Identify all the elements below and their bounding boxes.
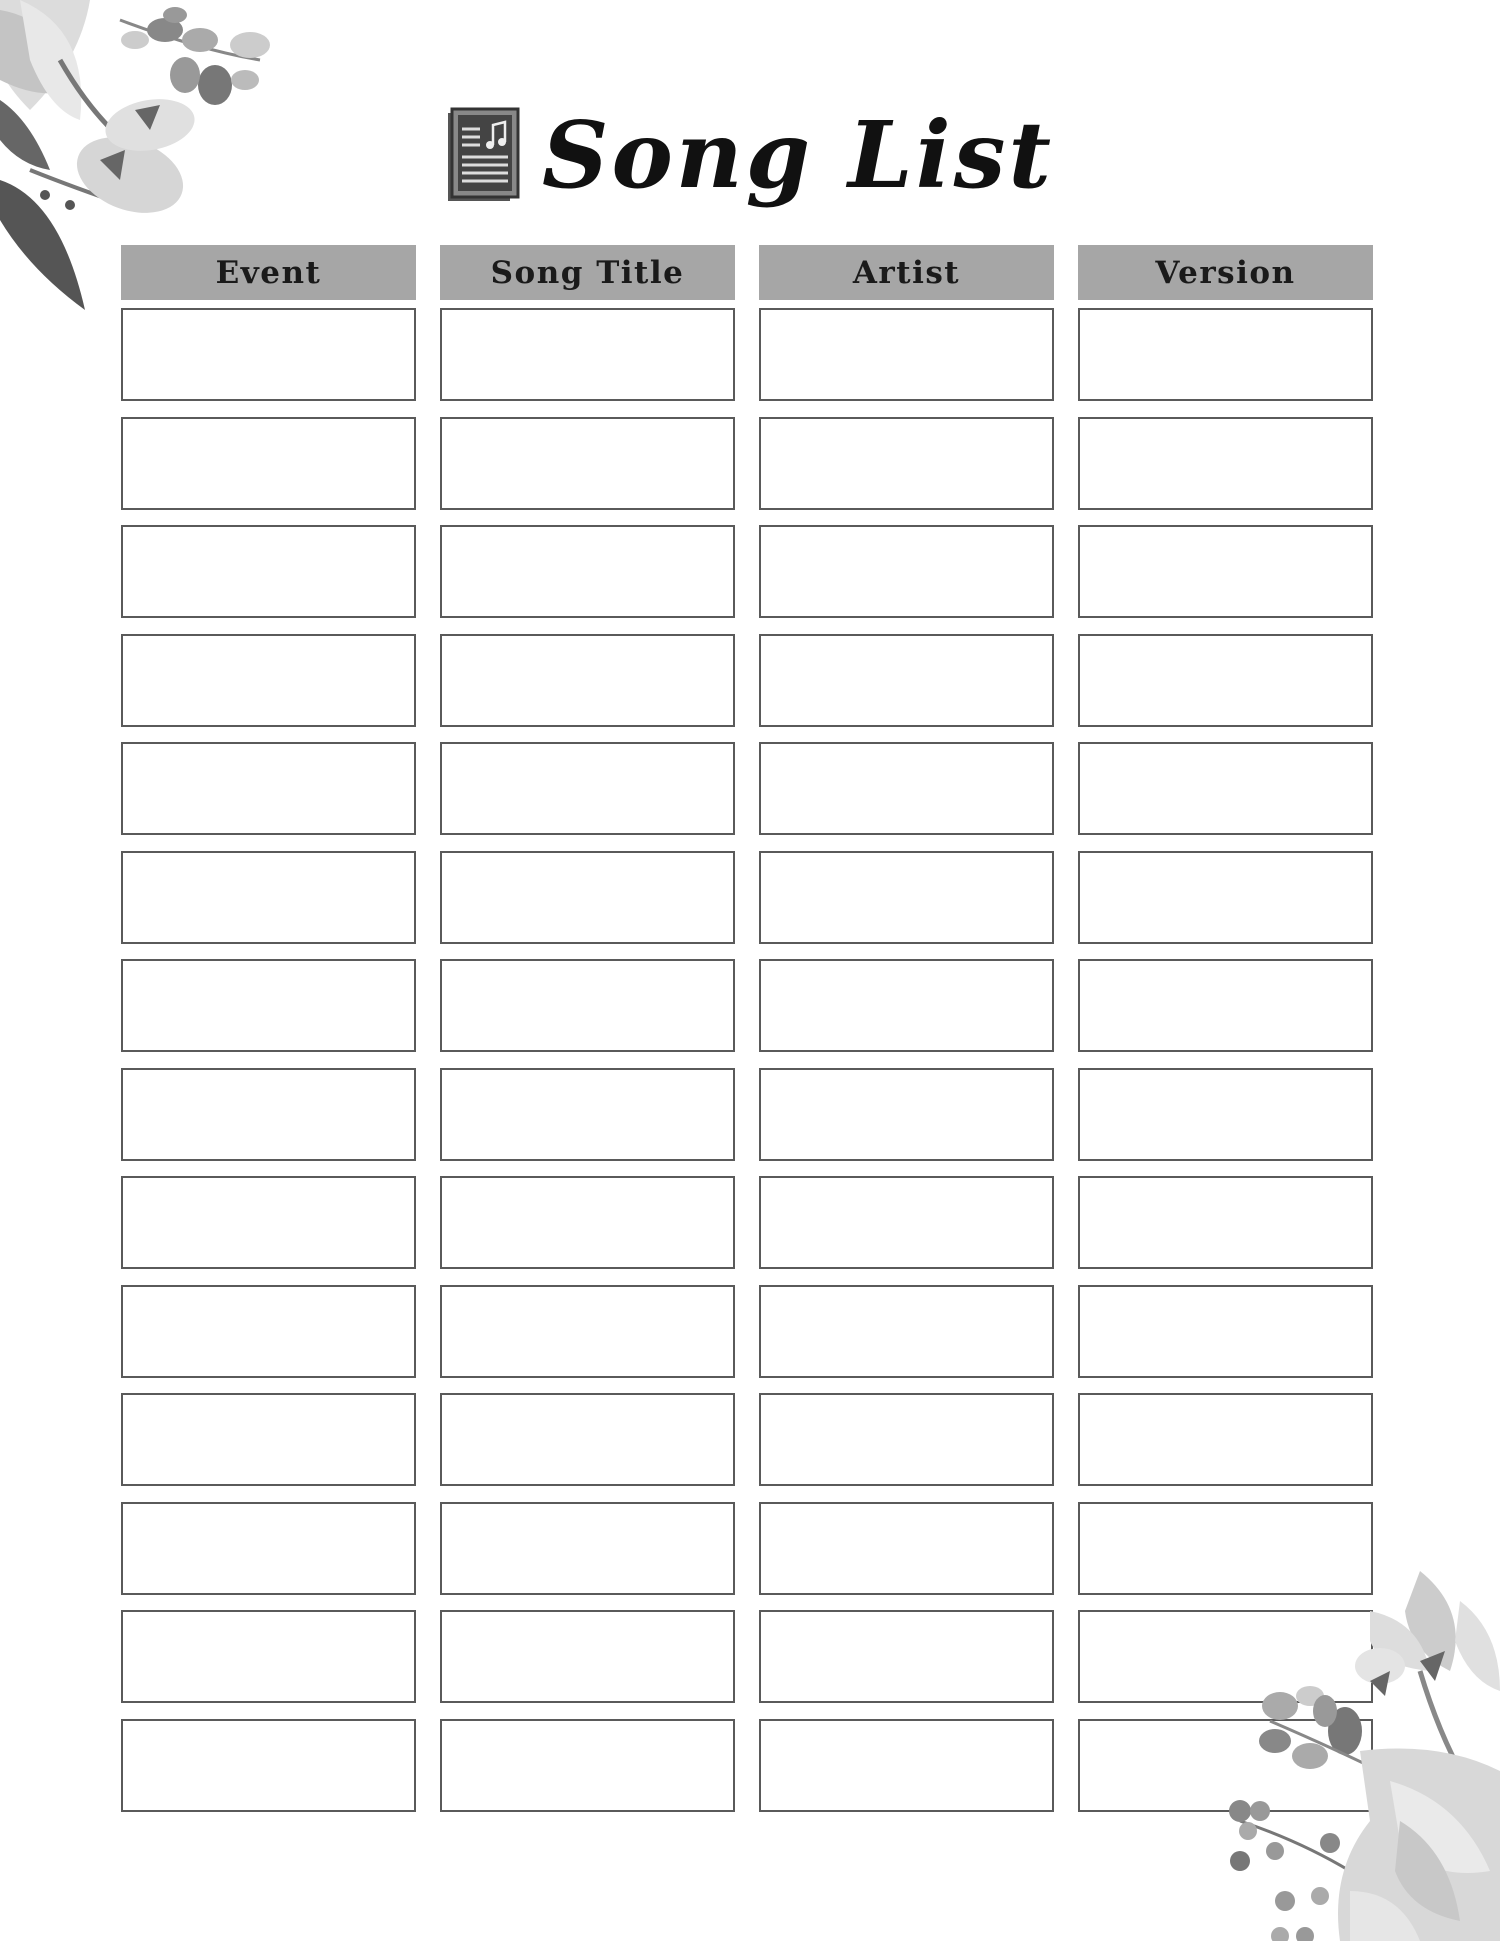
cell-song-title[interactable] bbox=[440, 1176, 735, 1269]
cell-artist[interactable] bbox=[759, 1719, 1054, 1812]
cell-song-title[interactable] bbox=[440, 742, 735, 835]
cell-artist[interactable] bbox=[759, 417, 1054, 510]
cell-artist[interactable] bbox=[759, 742, 1054, 835]
column-header-version: Version bbox=[1078, 245, 1373, 300]
cell-event[interactable] bbox=[121, 1176, 416, 1269]
cell-event[interactable] bbox=[121, 851, 416, 944]
cell-artist[interactable] bbox=[759, 1068, 1054, 1161]
cell-artist[interactable] bbox=[759, 851, 1054, 944]
cell-artist[interactable] bbox=[759, 959, 1054, 1052]
cell-event[interactable] bbox=[121, 1285, 416, 1378]
sheet-music-icon bbox=[446, 107, 522, 203]
cell-version[interactable] bbox=[1078, 1393, 1373, 1486]
cell-event[interactable] bbox=[121, 959, 416, 1052]
cell-artist[interactable] bbox=[759, 525, 1054, 618]
cell-song-title[interactable] bbox=[440, 1068, 735, 1161]
cell-version[interactable] bbox=[1078, 525, 1373, 618]
cell-version[interactable] bbox=[1078, 851, 1373, 944]
cell-song-title[interactable] bbox=[440, 417, 735, 510]
cell-version[interactable] bbox=[1078, 959, 1373, 1052]
cell-song-title[interactable] bbox=[440, 851, 735, 944]
cell-artist[interactable] bbox=[759, 1502, 1054, 1595]
cell-event[interactable] bbox=[121, 308, 416, 401]
cell-artist[interactable] bbox=[759, 1285, 1054, 1378]
cell-version[interactable] bbox=[1078, 1285, 1373, 1378]
cell-event[interactable] bbox=[121, 1719, 416, 1812]
cell-version[interactable] bbox=[1078, 634, 1373, 727]
cell-event[interactable] bbox=[121, 742, 416, 835]
cell-event[interactable] bbox=[121, 1610, 416, 1703]
cell-version[interactable] bbox=[1078, 1176, 1373, 1269]
cell-version[interactable] bbox=[1078, 308, 1373, 401]
cell-event[interactable] bbox=[121, 1068, 416, 1161]
cell-song-title[interactable] bbox=[440, 1285, 735, 1378]
cell-version[interactable] bbox=[1078, 742, 1373, 835]
cell-artist[interactable] bbox=[759, 634, 1054, 727]
column-header-song-title: Song Title bbox=[440, 245, 735, 300]
column-header-event: Event bbox=[121, 245, 416, 300]
cell-artist[interactable] bbox=[759, 1176, 1054, 1269]
cell-song-title[interactable] bbox=[440, 1393, 735, 1486]
cell-song-title[interactable] bbox=[440, 1610, 735, 1703]
cell-artist[interactable] bbox=[759, 1610, 1054, 1703]
floral-corner-bottom-right bbox=[1220, 1571, 1500, 1941]
page-title: Song List bbox=[542, 101, 1054, 209]
cell-event[interactable] bbox=[121, 417, 416, 510]
song-list-table bbox=[121, 245, 1373, 1827]
cell-song-title[interactable] bbox=[440, 634, 735, 727]
cell-event[interactable] bbox=[121, 525, 416, 618]
cell-song-title[interactable] bbox=[440, 1719, 735, 1812]
cell-artist[interactable] bbox=[759, 308, 1054, 401]
cell-song-title[interactable] bbox=[440, 959, 735, 1052]
column-header-artist: Artist bbox=[759, 245, 1054, 300]
title-block bbox=[0, 100, 1500, 210]
cell-event[interactable] bbox=[121, 1502, 416, 1595]
cell-event[interactable] bbox=[121, 634, 416, 727]
cell-version[interactable] bbox=[1078, 417, 1373, 510]
cell-song-title[interactable] bbox=[440, 525, 735, 618]
cell-version[interactable] bbox=[1078, 1068, 1373, 1161]
cell-song-title[interactable] bbox=[440, 1502, 735, 1595]
cell-artist[interactable] bbox=[759, 1393, 1054, 1486]
cell-song-title[interactable] bbox=[440, 308, 735, 401]
cell-event[interactable] bbox=[121, 1393, 416, 1486]
